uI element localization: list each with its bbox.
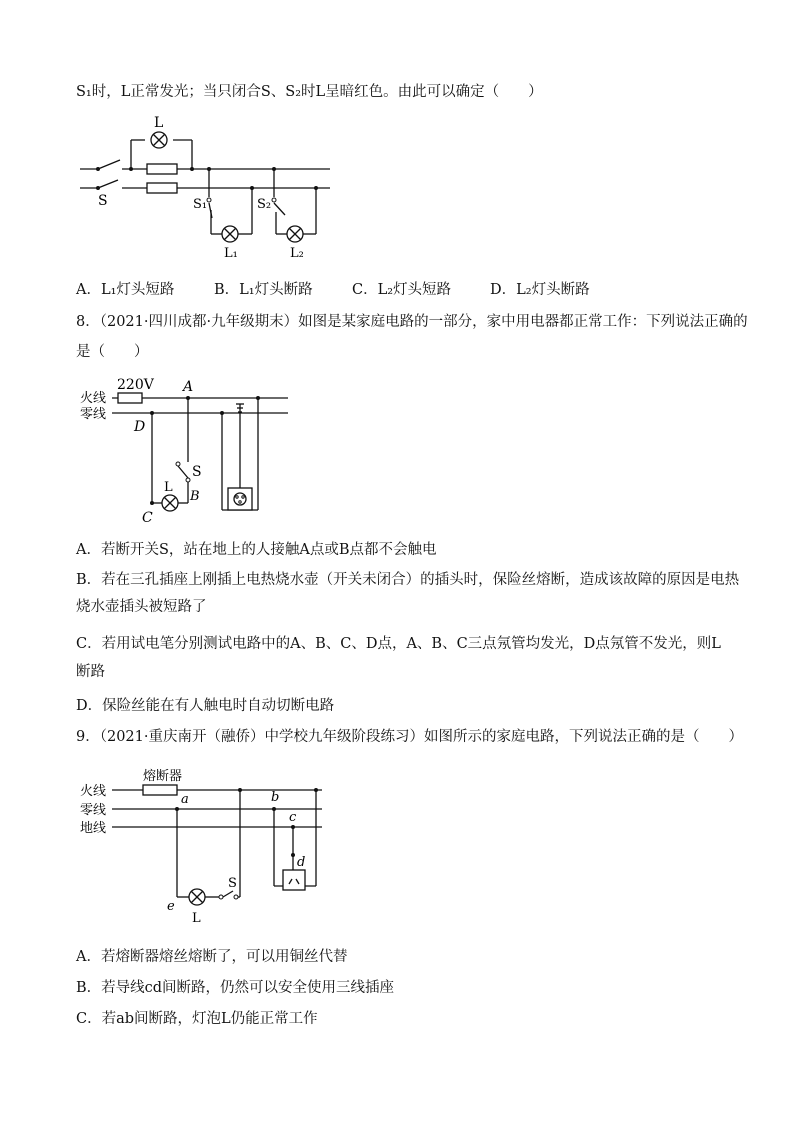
svg-text:L: L bbox=[154, 115, 164, 131]
svg-text:火线: 火线 bbox=[80, 784, 107, 799]
svg-text:e: e bbox=[167, 899, 175, 914]
svg-text:L: L bbox=[164, 480, 173, 495]
svg-text:b: b bbox=[271, 790, 280, 805]
svg-text:a: a bbox=[181, 792, 189, 807]
svg-text:零线: 零线 bbox=[80, 803, 107, 818]
svg-text:S₂: S₂ bbox=[257, 197, 272, 212]
svg-text:D: D bbox=[134, 419, 146, 435]
svg-text:L₂: L₂ bbox=[290, 246, 304, 261]
svg-text:A: A bbox=[183, 379, 194, 395]
svg-text:火线: 火线 bbox=[80, 391, 107, 406]
q8-option-d: D．保险丝能在有人触电时自动切断电路 bbox=[76, 698, 335, 714]
q8-stem-line2: 是（ ） bbox=[76, 344, 149, 360]
q8-option-c-line1: C．若用试电笔分别测试电路中的A、B、C、D点，A、B、C三点氖管均发光，D点氖管不发光，则L bbox=[76, 636, 721, 652]
q8-option-a: A．若断开关S，站在地上的人接触A点或B点都不会触电 bbox=[76, 542, 437, 558]
q7-option-c: C．L₂灯头短路 bbox=[352, 282, 452, 298]
svg-text:C: C bbox=[142, 510, 153, 526]
svg-text:S: S bbox=[192, 464, 202, 480]
q9-stem: 9．（2021·重庆南开（融侨）中学校九年级阶段练习）如图所示的家庭电路，下列说法正确的是（ ） bbox=[76, 729, 743, 745]
q8-option-b-line1: B．若在三孔插座上刚插上电热烧水壶（开关未闭合）的插头时，保险丝熔断，造成该故障的原因是电热 bbox=[76, 572, 740, 588]
svg-text:熔断器: 熔断器 bbox=[143, 769, 183, 784]
q7-option-a: A．L₁灯头短路 bbox=[76, 282, 175, 298]
q7-stem: S₁时，L正常发光；当只闭合S、S₂时L呈暗红色。由此可以确定（ ） bbox=[76, 84, 543, 100]
svg-text:c: c bbox=[289, 810, 297, 825]
svg-text:S: S bbox=[228, 876, 237, 891]
q7-option-b: B．L₁灯头断路 bbox=[214, 282, 313, 298]
q9-option-b: B．若导线cd间断路，仍然可以安全使用三线插座 bbox=[76, 980, 395, 996]
svg-text:S₁: S₁ bbox=[193, 197, 208, 212]
q8-option-c-line2: 断路 bbox=[76, 664, 105, 680]
svg-text:220V: 220V bbox=[117, 377, 154, 393]
svg-text:S: S bbox=[98, 193, 108, 209]
q7-option-d: D．L₂灯头断路 bbox=[490, 282, 590, 298]
q8-option-b-line2: 烧水壶插头被短路了 bbox=[76, 599, 207, 615]
q9-option-a: A．若熔断器熔丝熔断了，可以用铜丝代替 bbox=[76, 949, 348, 965]
svg-text:B: B bbox=[190, 489, 200, 504]
svg-text:零线: 零线 bbox=[80, 407, 107, 422]
svg-text:地线: 地线 bbox=[80, 821, 107, 836]
svg-text:L₁: L₁ bbox=[224, 246, 238, 261]
q9-option-c: C．若ab间断路，灯泡L仍能正常工作 bbox=[76, 1011, 318, 1027]
svg-text:L: L bbox=[192, 911, 201, 926]
svg-text:d: d bbox=[297, 855, 306, 870]
q8-stem-line1: 8．（2021·四川成都·九年级期末）如图是某家庭电路的一部分，家中用电器都正常工作：下列说法正确的 bbox=[76, 314, 748, 330]
